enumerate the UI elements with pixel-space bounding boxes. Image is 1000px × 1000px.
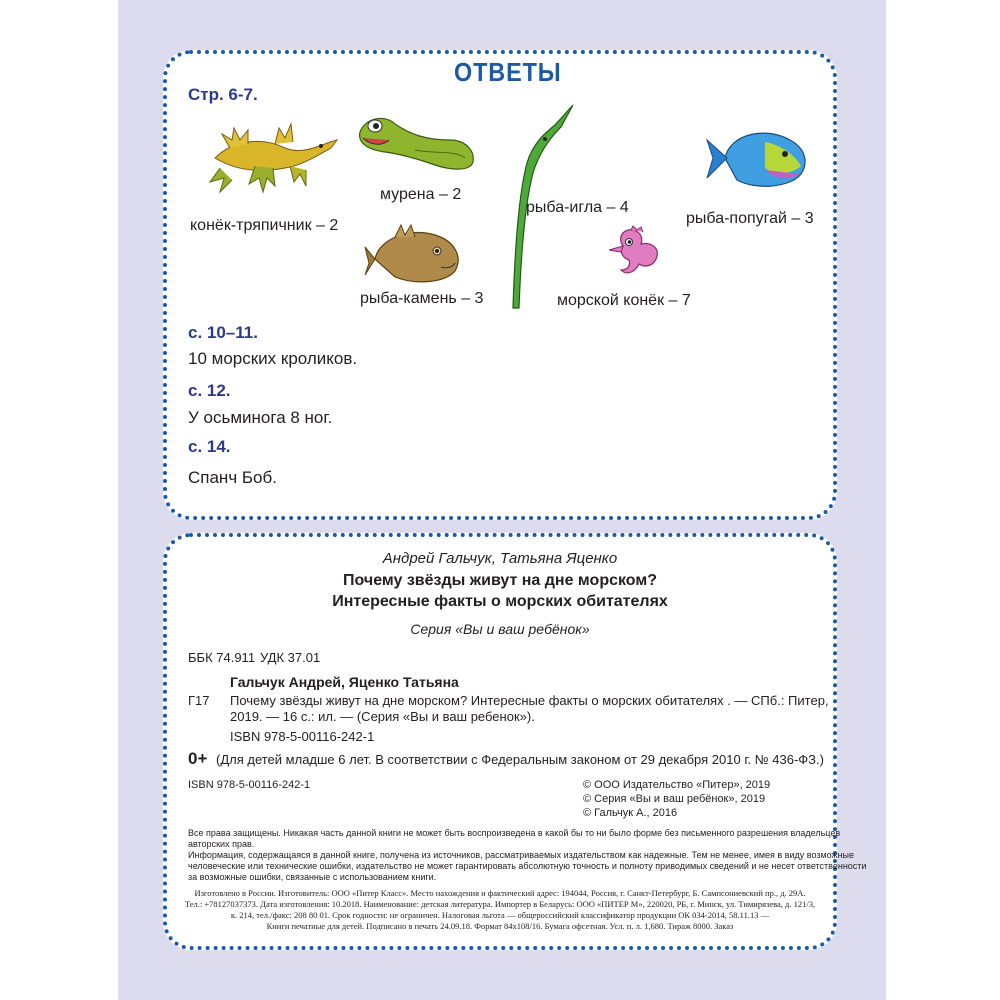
info-line1: Информация, содержащаяся в данной книге, получена из источников, рассматриваемых издательством как надежные. Тем не менее, имея в виду возможные xyxy=(188,850,855,860)
info-line2: человеческие или технические ошибки, издательство не может гарантировать абсолютную точность и полноту приводимых сведений и не несет ответственности xyxy=(188,861,867,871)
manufacture-line4: Книги печатные для детей. Подписано в печать 24.09.18. Формат 84х108/16. Бумага офсетная. Усл. п. л. 1,680. Тираж 8000. Заказ xyxy=(266,921,734,931)
info-line3: за возможные ошибки, связанные с использованием книги. xyxy=(188,872,437,882)
manufacture-line1: Изготовлено в России. Изготовитель: ООО «Питер Класс». Место нахождения и фактический адрес: 194044, Россия, г. Санкт-Петербург, Б. Сампсониевский пр., д. 29А. xyxy=(194,888,806,898)
leafy-seadragon-illustration xyxy=(205,118,345,203)
copyright-publisher: © ООО Издательство «Питер», 2019 xyxy=(583,779,771,791)
age-rating-mark: 0+ xyxy=(188,749,208,768)
imprint-description-line1: Почему звёзды живут на дне морском? Интересные факты о морских обитателях . — СПб.: Питер, xyxy=(230,693,829,708)
manufacture-line2: Тел.: +78127037373. Дата изготовления: 10.2018. Наименование: детская литература. Импортер в Беларусь: ООО «ПИТЕР М», 220020, РБ, г. Минск, ул. Тимирязева, д. 121/3, xyxy=(184,899,816,909)
section-pages-6-7: Стр. 6-7. xyxy=(188,85,258,104)
section-pages-10-11: с. 10–11. xyxy=(188,323,258,342)
label-moray: мурена – 2 xyxy=(380,186,462,203)
isbn-left: ISBN 978-5-00116-242-1 xyxy=(188,779,311,791)
imprint-main-authors: Гальчук Андрей, Яценко Татьяна xyxy=(230,674,459,690)
manufacture-line3: к. 214, тел./факс: 208 80 01. Срок годности: не ограничен. Налоговая льгота — общероссийский классификатор продукции ОК 034-2014, 58.11.13 — xyxy=(230,910,770,920)
age-rating-text: (Для детей младше 6 лет. В соответствии с Федеральным законом от 29 декабря 2010 г. № 436-ФЗ.) xyxy=(216,752,824,767)
seahorse-illustration xyxy=(605,226,665,278)
answers-title: ОТВЕТЫ xyxy=(454,57,562,87)
label-stonefish: рыба-камень – 3 xyxy=(360,290,484,307)
label-parrotfish: рыба-попугай – 3 xyxy=(686,210,814,227)
label-seahorse: морской конёк – 7 xyxy=(557,292,691,309)
imprint-title-line1: Почему звёзды живут на дне морском? xyxy=(343,572,657,589)
answer-page-12: У осьминога 8 ног. xyxy=(188,408,333,427)
library-code: Г17 xyxy=(188,693,210,708)
parrotfish-illustration xyxy=(705,122,815,194)
label-leafy-seadragon: конёк-тряпичник – 2 xyxy=(190,217,339,234)
imprint-authors: Андрей Гальчук, Татьяна Яценко xyxy=(382,550,618,567)
section-page-12: с. 12. xyxy=(188,381,231,400)
stonefish-illustration xyxy=(365,223,465,285)
imprint-series: Серия «Вы и ваш ребёнок» xyxy=(410,621,590,637)
imprint-title-line2: Интересные факты о морских обитателях xyxy=(332,593,668,610)
udk-code: УДК 37.01 xyxy=(260,650,321,665)
label-pipefish: рыба-игла – 4 xyxy=(526,199,629,216)
rights-line2: авторских прав. xyxy=(188,839,255,849)
answer-page-14: Спанч Боб. xyxy=(188,468,277,487)
answer-pages-10-11: 10 морских кроликов. xyxy=(188,349,358,368)
imprint-isbn-line: ISBN 978-5-00116-242-1 xyxy=(230,729,375,744)
imprint-description-line2: 2019. — 16 с.: ил. — (Серия «Вы и ваш ребенок»). xyxy=(230,709,535,724)
rights-line1: Все права защищены. Никакая часть данной книги не может быть воспроизведена в какой бы то ни было форме без письменного разрешения владельцев xyxy=(188,828,841,838)
copyright-series: © Серия «Вы и ваш ребёнок», 2019 xyxy=(583,793,766,805)
moray-eel-illustration xyxy=(355,110,480,180)
section-page-14: с. 14. xyxy=(188,437,231,456)
bbk-code: ББК 74.911 xyxy=(188,650,256,665)
copyright-author: © Гальчук А., 2016 xyxy=(583,807,678,819)
